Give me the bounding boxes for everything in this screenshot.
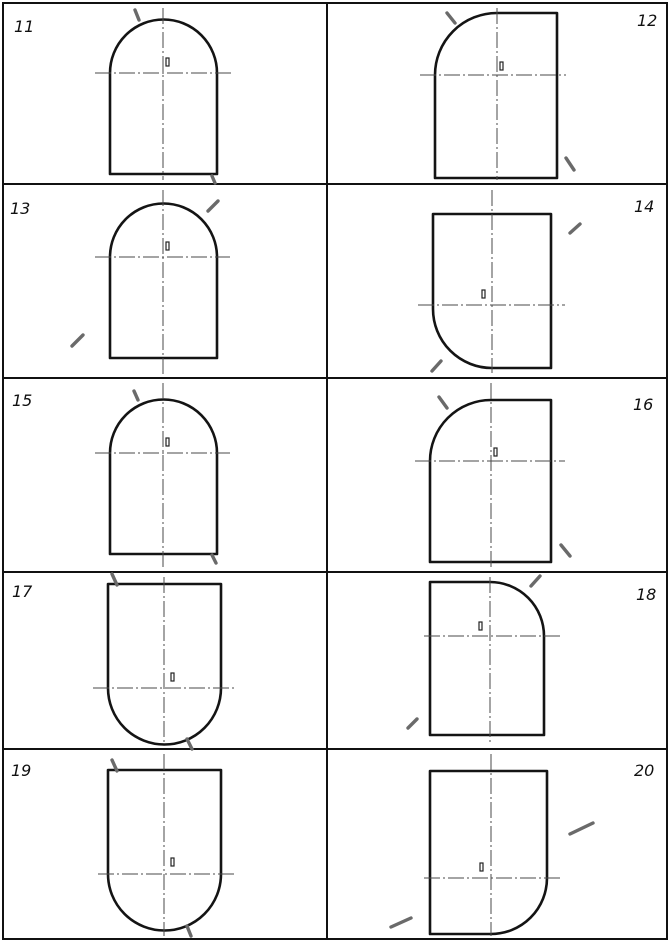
- cut-mark: [561, 545, 570, 556]
- cut-mark: [439, 397, 447, 408]
- center-marker: [166, 242, 169, 250]
- cell-11: [14, 8, 232, 183]
- cut-mark: [187, 926, 191, 936]
- section-outline: [435, 13, 557, 178]
- center-marker: [494, 448, 497, 456]
- cell-number: 12: [637, 11, 658, 30]
- cut-mark: [408, 719, 417, 728]
- center-marker: [171, 858, 174, 866]
- cut-mark: [570, 224, 580, 233]
- cell-number: 15: [12, 391, 33, 410]
- cell-number: 13: [10, 199, 31, 218]
- center-marker: [479, 622, 482, 630]
- cell-number: 20: [634, 761, 655, 780]
- section-outline: [430, 582, 544, 735]
- cell-20: [391, 754, 654, 936]
- cut-mark: [531, 576, 540, 586]
- cut-mark: [212, 555, 216, 563]
- center-marker: [166, 438, 169, 446]
- cut-mark: [72, 335, 83, 346]
- center-marker: [482, 290, 485, 298]
- cut-mark: [187, 739, 192, 749]
- cut-mark: [391, 918, 411, 927]
- center-marker: [171, 673, 174, 681]
- cell-15: [12, 383, 230, 568]
- center-marker: [500, 62, 503, 70]
- cut-mark: [135, 10, 139, 20]
- cell-16: [415, 383, 653, 568]
- cell-number: 16: [633, 395, 654, 414]
- cell-12: [420, 8, 657, 180]
- grid-frame: [3, 3, 667, 939]
- cell-number: 18: [636, 585, 657, 604]
- cell-17: [12, 574, 235, 749]
- cut-mark: [212, 176, 215, 183]
- cut-mark: [566, 158, 574, 170]
- cut-mark: [208, 201, 218, 211]
- cut-mark: [570, 823, 593, 834]
- cell-18: [408, 576, 656, 745]
- outer-border: [3, 3, 667, 939]
- center-marker: [480, 863, 483, 871]
- cell-number: 17: [12, 582, 33, 601]
- cell-number: 14: [634, 197, 655, 216]
- cut-mark: [134, 391, 138, 400]
- center-marker: [166, 58, 169, 66]
- cell-14: [418, 190, 654, 373]
- cell-number: 19: [11, 761, 32, 780]
- section-outline: [430, 771, 547, 934]
- cut-mark: [432, 361, 441, 371]
- cut-mark: [447, 13, 455, 23]
- cell-number: 11: [14, 17, 35, 36]
- cell-19: [11, 754, 235, 936]
- cell-13: [10, 190, 230, 375]
